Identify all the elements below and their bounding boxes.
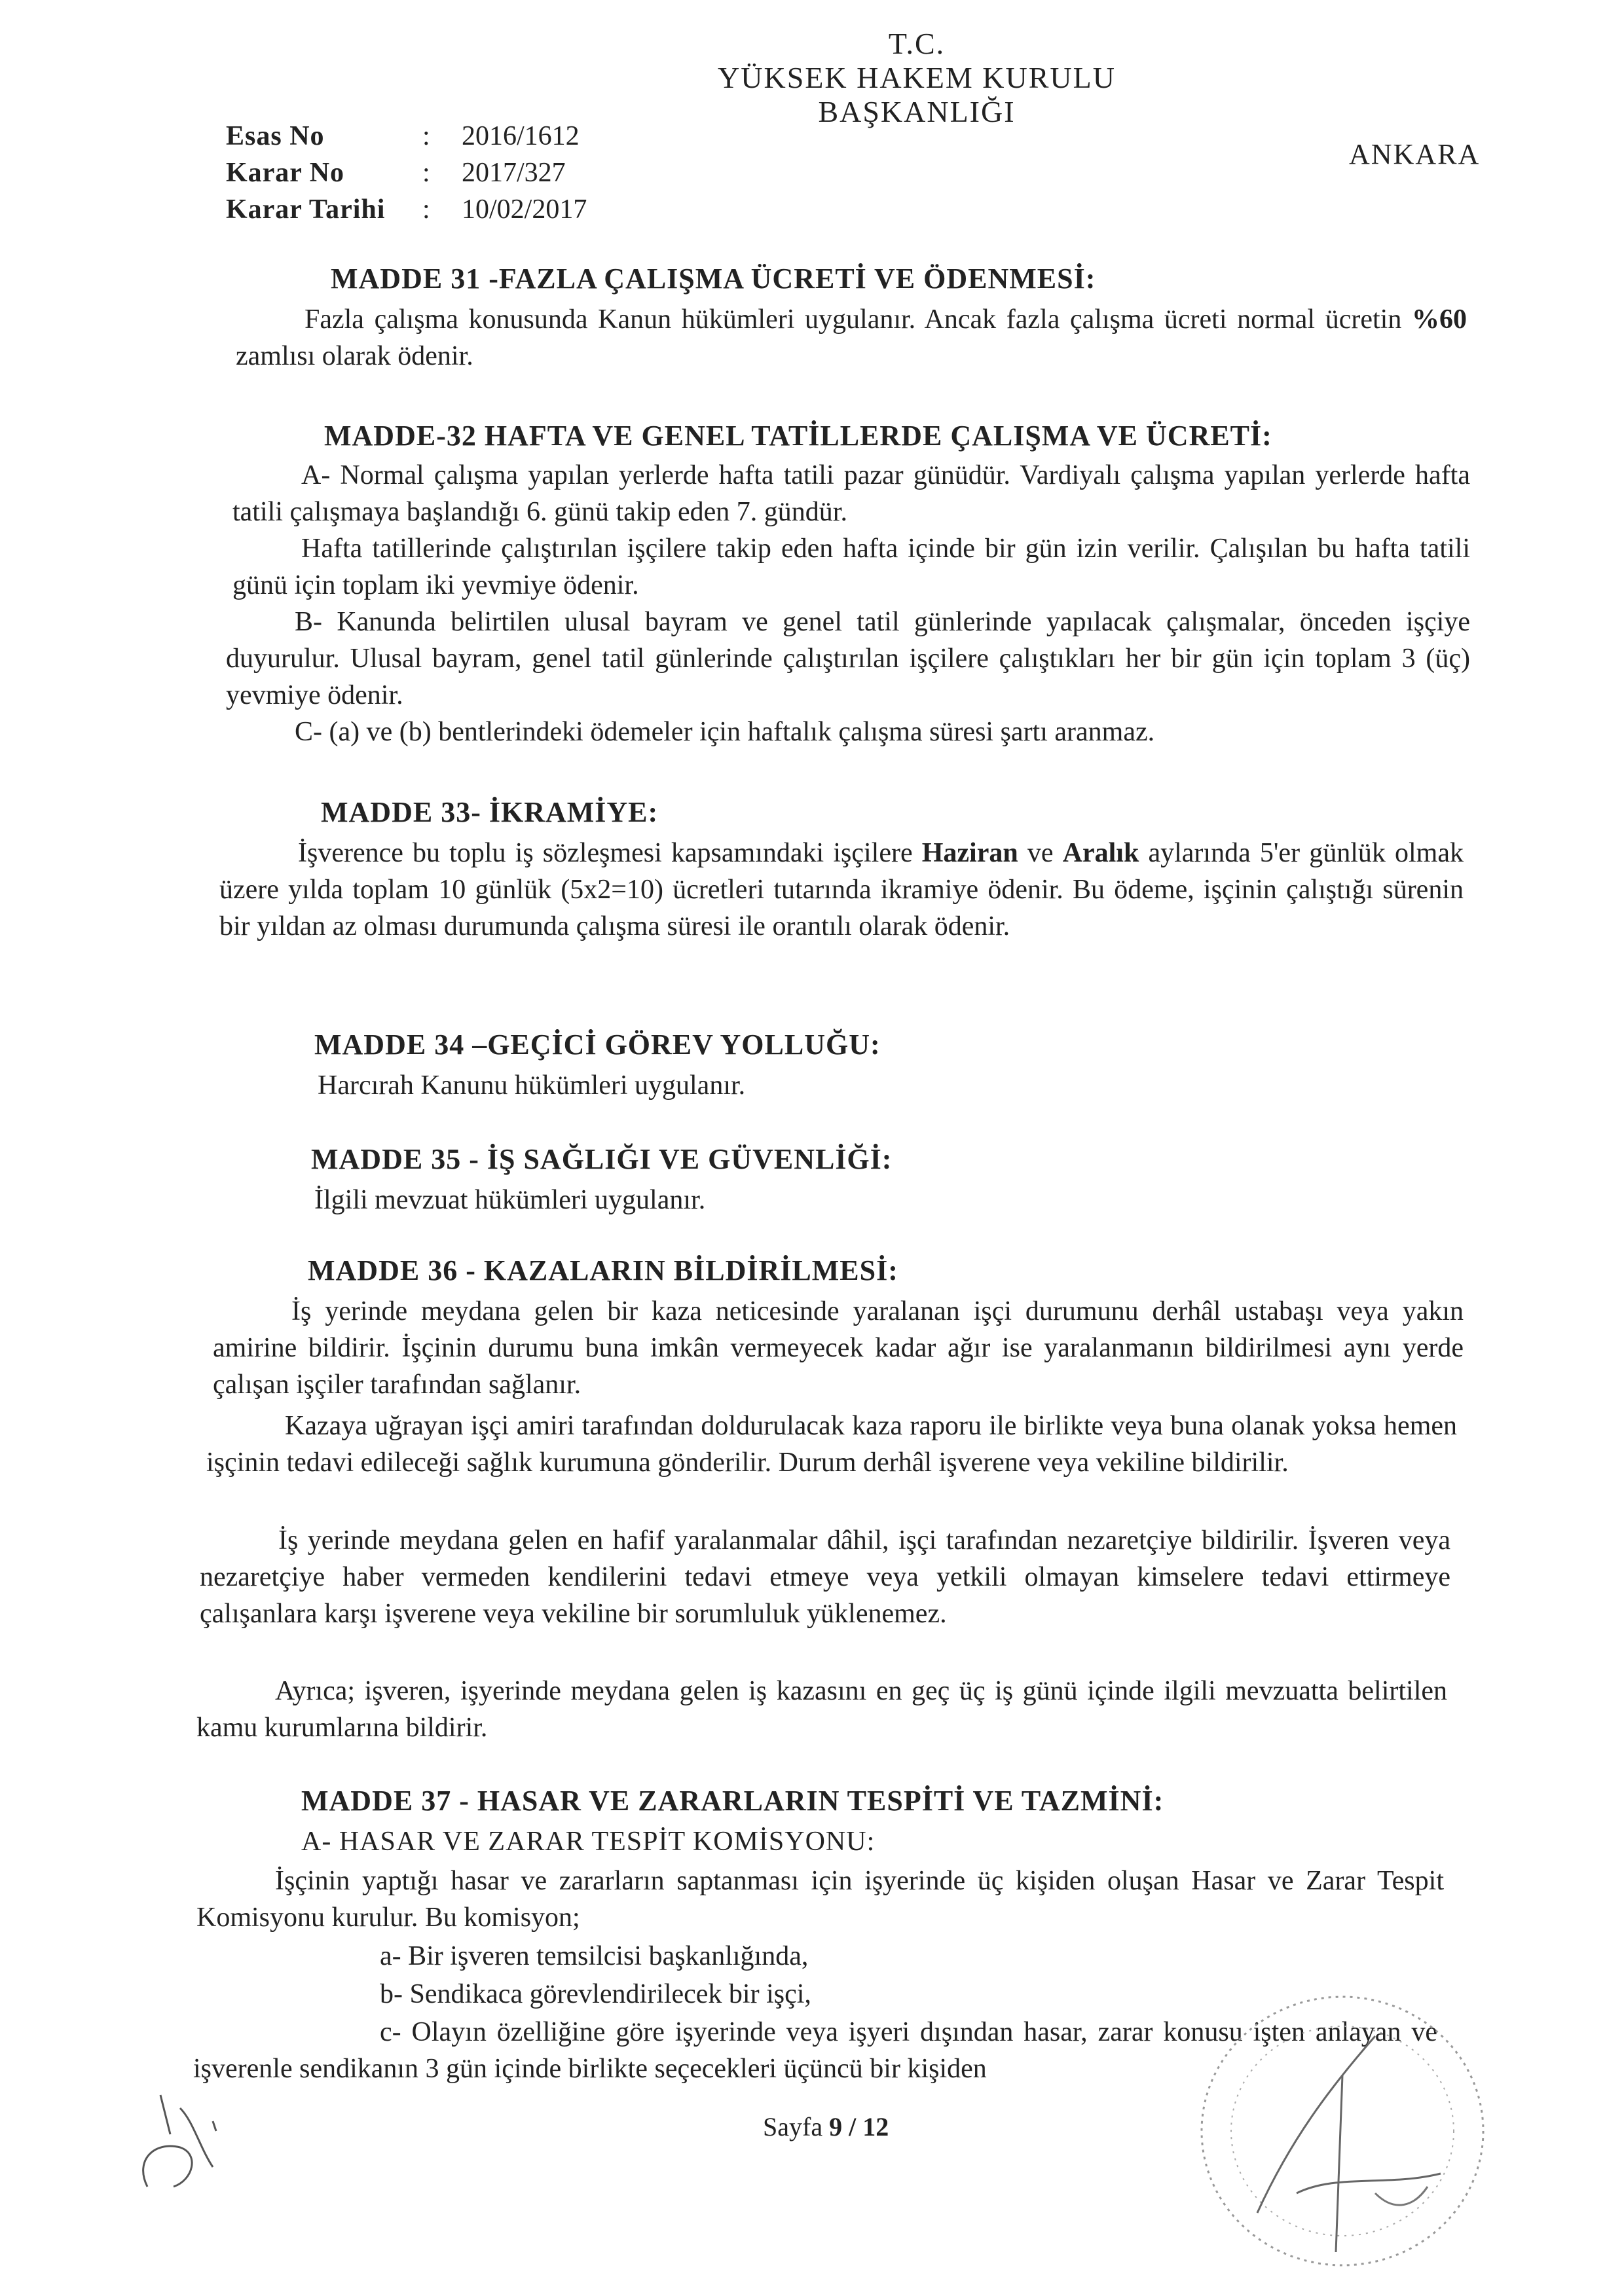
madde-37-para-1 — [196, 1863, 1444, 1936]
m32-para-c-text: B- Kanunda belirtilen ulusal bayram ve genel tatil günlerinde yapılacak çalışmalar, önceden işçiye duyurulur. Ulusal bayram, genel tatil günlerinde çalıştırılan işçilere çalıştıkları her bir gün için toplam 3 (üç) yevmiye ödenir. — [226, 607, 1470, 710]
madde-31-heading: MADDE 31 -FAZLA ÇALIŞMA ÜCRETİ VE ÖDENMESİ: — [331, 263, 1096, 295]
madde-36-heading: MADDE 36 - KAZALARIN BİLDİRİLMESİ: — [308, 1254, 898, 1286]
karar-sep: : — [422, 158, 430, 188]
meta-esas — [226, 118, 580, 155]
m36-para-3-text: İş yerinde meydana gelen en hafif yaralanmalar dâhil, işçi tarafından nezaretçiye bildirilir. İşveren veya nezaretçiye haber vermeden kendilerini tedavi etmeye veya yetkili olmayan kimselere tedavi ettirmeye çalışanlara karşı işverene veya vekiline bir sorumluluk yüklenemez. — [200, 1525, 1450, 1629]
madde-32-para-b — [232, 530, 1470, 604]
karar-value: 2017/327 — [462, 158, 566, 188]
madde-35-heading: MADDE 35 - İŞ SAĞLIĞI VE GÜVENLİĞİ: — [311, 1143, 893, 1175]
tarih-value: 10/02/2017 — [462, 194, 587, 225]
m36-para-4-text: Ayrıca; işveren, işyerinde meydana gelen iş kazasını en geç üç iş günü içinde ilgili mevzuatta belirtilen kamu kurumlarına bildirir. — [196, 1676, 1447, 1743]
header-tc: T.C. — [888, 27, 946, 60]
page-sep: / — [842, 2112, 863, 2141]
madde-31-text — [236, 301, 1467, 374]
madde-36-para-3 — [200, 1522, 1450, 1632]
tarih-sep: : — [422, 194, 430, 225]
madde-34-heading: MADDE 34 –GEÇİCİ GÖREV YOLLUĞU: — [314, 1029, 881, 1061]
m32-para-b-text: Hafta tatillerinde çalıştırılan işçilere takip eden hafta içinde bir gün izin verilir. Çalışılan bu hafta tatili günü için toplam iki yevmiye ödenir. — [232, 534, 1470, 600]
m33-text-c: ve — [1018, 838, 1063, 868]
madde-37-heading: MADDE 37 - HASAR VE ZARARLARIN TESPİTİ VE TAZMİNİ: — [301, 1785, 1164, 1817]
page-total: 12 — [862, 2112, 889, 2141]
meta-karar — [226, 155, 566, 191]
madde-32-para-a — [232, 457, 1470, 530]
signature-mark — [121, 2082, 232, 2216]
m36-para-1-text: İş yerinde meydana gelen bir kaza neticesinde yaralanan işçi durumunu derhâl ustabaşı veya yakın amirine bildirir. İşçinin durumu buna imkân vermeyecek kadar ağır ise yaralanmanın bildirilmesi aynı yerde çalışan işçiler tarafından sağlanır. — [213, 1296, 1464, 1400]
official-stamp — [1179, 1977, 1506, 2288]
m31-text-b: %60 — [1412, 304, 1467, 335]
header-presidency: BAŞKANLIĞI — [818, 95, 1016, 128]
m31-text-c: zamlısı olarak ödenir. — [236, 341, 473, 371]
m36-para-2-text: Kazaya uğrayan işçi amiri tarafından doldurulacak kaza raporu ile birlikte veya buna olanak yoksa hemen işçinin tedavi edileceği sağlık kurumuna gönderilir. Durum derhâl işverene veya vekiline bildirilir. — [206, 1411, 1457, 1478]
madde-32-para-c — [226, 604, 1470, 714]
esas-label: Esas No — [226, 121, 325, 151]
m33-text-e: aylarında 5'er günlük olmak üzere yılda toplam 10 günlük (5x2=10) ücretleri tutarında ikramiye ödenir. Bu ödeme, işçinin çalıştığı sürenin bir yıldan az olması durumunda çalışma süresi ile orantılı olarak ödenir. — [219, 838, 1464, 941]
madde-36-para-1 — [213, 1293, 1464, 1403]
m33-text-a: İşverence bu toplu iş sözleşmesi kapsamındaki işçilere — [298, 838, 922, 868]
esas-value: 2016/1612 — [462, 121, 580, 151]
m31-text-a: Fazla çalışma konusunda Kanun hükümleri uygulanır. Ancak fazla çalışma ücreti normal ücretin — [304, 304, 1412, 335]
madde-32-para-d — [226, 714, 1470, 750]
header-city: ANKARA — [1349, 138, 1481, 170]
esas-sep: : — [422, 121, 430, 151]
m33-haziran: Haziran — [921, 838, 1018, 868]
madde-32-heading: MADDE-32 HAFTA VE GENEL TATİLLERDE ÇALIŞMA VE ÜCRETİ: — [324, 420, 1272, 452]
m33-aralik: Aralık — [1062, 838, 1139, 868]
page-prefix: Sayfa — [763, 2112, 830, 2141]
header-institution: YÜKSEK HAKEM KURULU — [718, 61, 1116, 94]
m32-para-d-text: C- (a) ve (b) bentlerindeki ödemeler için haftalık çalışma süresi şartı aranmaz. — [295, 717, 1155, 747]
madde-37-item-a: a- Bir işveren temsilcisi başkanlığında, — [380, 1941, 809, 1971]
m32-para-a-text: A- Normal çalışma yapılan yerlerde hafta tatili pazar günüdür. Vardiyalı çalışma yapılan yerlerde hafta tatili çalışmaya başlandığı 6. günü takip eden 7. gündür. — [232, 460, 1470, 527]
madde-33-text — [219, 835, 1464, 945]
page-number — [763, 2111, 889, 2142]
madde-37-subheading: A- HASAR VE ZARAR TESPİT KOMİSYONU: — [301, 1827, 876, 1857]
madde-36-para-4 — [196, 1673, 1447, 1746]
madde-34-text: Harcırah Kanunu hükümleri uygulanır. — [318, 1070, 746, 1101]
madde-33-heading: MADDE 33- İKRAMİYE: — [321, 796, 659, 828]
madde-35-text: İlgili mevzuat hükümleri uygulanır. — [314, 1185, 706, 1215]
tarih-label: Karar Tarihi — [226, 194, 386, 225]
madde-37-item-b: b- Sendikaca görevlendirilecek bir işçi, — [380, 1979, 811, 2009]
m37-item-c-text: c- Olayın özelliğine göre işyerinde veya işyeri dışından hasar, zarar konusu işten anlayan ve işverenle sendikanın 3 gün içinde birlikte seçecekleri üçüncü bir kişiden — [193, 2017, 1437, 2084]
page-current: 9 — [829, 2112, 843, 2141]
m37-para-1-text: İşçinin yaptığı hasar ve zararların saptanması için işyerinde üç kişiden oluşan Hasar ve Zarar Tespit Komisyonu kurulur. Bu komisyon; — [196, 1866, 1444, 1933]
meta-tarih — [226, 191, 587, 228]
madde-36-para-2 — [206, 1408, 1457, 1481]
karar-label: Karar No — [226, 158, 345, 188]
